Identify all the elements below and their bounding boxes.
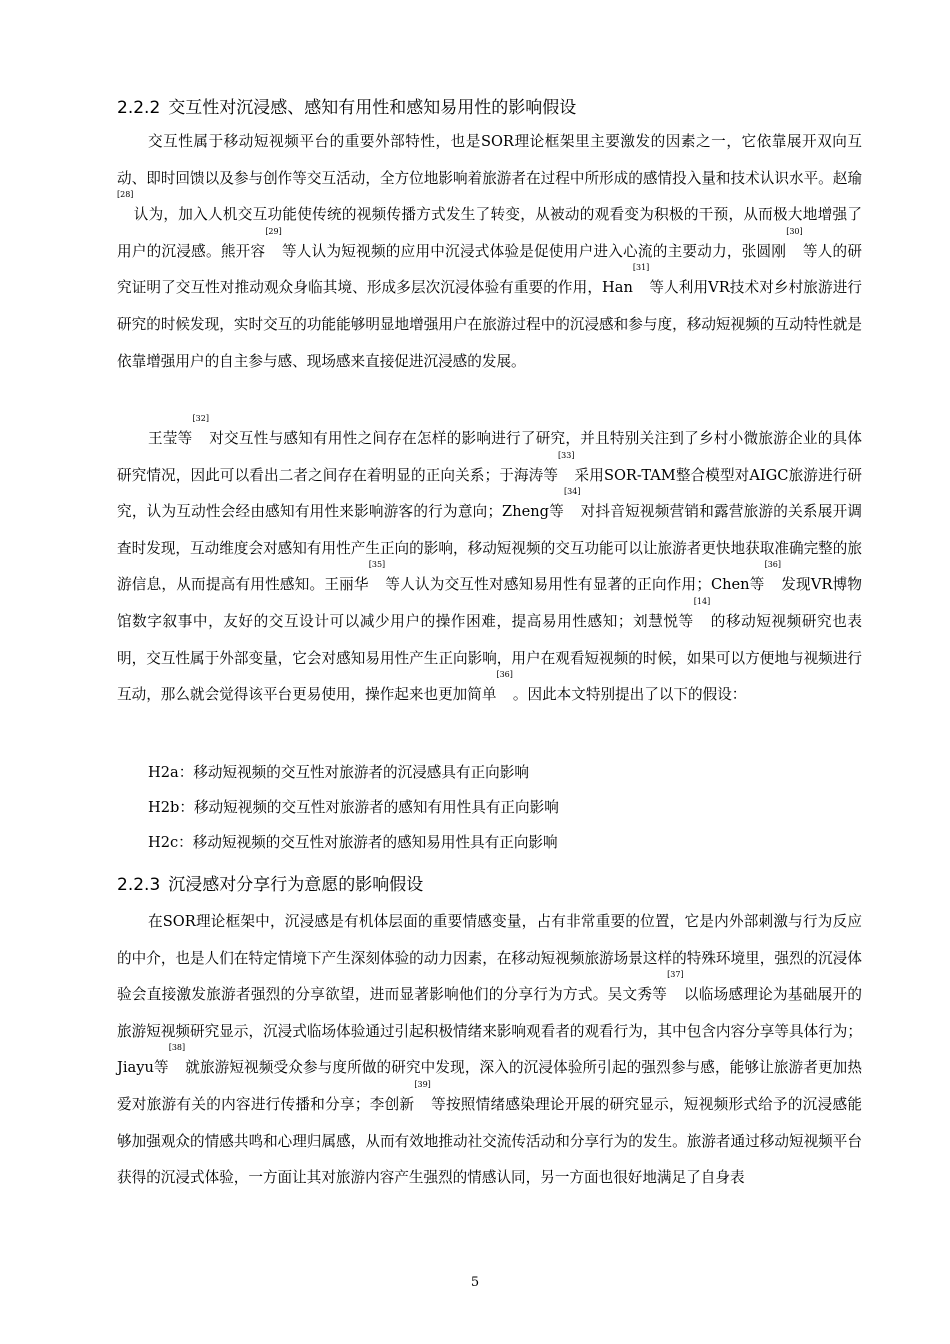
section-heading-2-2-3 (117, 873, 423, 897)
text-run: 等人的研究证明了交互性对推动观众身临其境、形成多层次沉浸体验有重要的作用，Han (117, 242, 862, 297)
section-number: 2.2.3 (117, 875, 161, 895)
citation: [36] (496, 670, 513, 680)
text-run: 发现VR博物馆数字叙事中，友好的交互设计可以减少用户的操作困难，提高易用性感知；刘慧悦等 (117, 576, 862, 630)
section-title: 交互性对沉浸感、感知有用性和感知易用性的影响假设 (168, 98, 577, 118)
paragraph-interactivity-usefulness (117, 414, 862, 714)
text-run: 等人认为短视频的应用中沉浸式体验是促使用户进入心流的主要动力，张圆刚 (281, 242, 787, 260)
citation: [39] (414, 1079, 431, 1089)
text-run: 交互性属于移动短视频平台的重要外部特性，也是SOR理论框架里主要激发的因素之一，它依靠展开双向互动、即时回馈以及参与创作等交互活动，全方位地影响着旅游者在过程中所形成的感情投入量和技术认识水平。赵瑜 (117, 133, 862, 187)
citation: [38] (168, 1043, 186, 1053)
hypothesis-h2b: H2b：移动短视频的交互性对旅游者的感知有用性具有正向影响 (148, 799, 559, 816)
text-run: 对交互性与感知有用性之间存在怎样的影响进行了研究，并且特别关注到了乡村小微旅游企业的具体研究情况，因此可以看出二者之间存在着明显的正向关系；于海涛等 (117, 430, 862, 484)
paragraph-interactivity-immersion (117, 124, 862, 380)
text-run: 王莹等 (148, 430, 193, 447)
hypothesis-h2a: H2a：移动短视频的交互性对旅游者的沉浸感具有正向影响 (148, 764, 529, 781)
hypothesis-h2c: H2c：移动短视频的交互性对旅游者的感知易用性具有正向影响 (148, 834, 558, 851)
text-run: 等人利用VR技术对乡村旅游进行研究的时候发现，实时交互的功能能够明显地增强用户在旅游过程中的沉浸感和参与度，移动短视频的互动特性就是依靠增强用户的自主参与感、现场感来直接促进沉浸感的发展。 (117, 279, 862, 370)
citation: [37] (667, 970, 684, 980)
page-number: 5 (470, 1275, 480, 1290)
citation: [36] (764, 560, 782, 570)
text-run: 对抖音短视频营销和露营旅游的关系展开调查时发现，互动维度会对感知有用性产生正向的影响，移动短视频的交互功能可以让旅游者更快地获取准确完整的旅游信息，从而提高有用性感知。王丽华 (117, 503, 862, 594)
citation: [32] (192, 414, 209, 423)
text-run: 采用SOR-TAM整合模型对AIGC旅游进行研究，认为互动性会经由感知有用性来影响游客的行为意向；Zheng等 (117, 466, 862, 521)
section-title: 沉浸感对分享行为意愿的影响假设 (168, 875, 424, 895)
text-run: 以临场感理论为基础展开的旅游短视频研究显示，沉浸式临场体验通过引起积极情绪来影响观看者的观看行为，其中包含内容分享等具体行为；Jiayu等 (117, 986, 862, 1077)
section-number: 2.2.2 (117, 98, 161, 118)
paragraph-immersion-sharing (117, 904, 862, 1197)
citation: [31] (632, 263, 650, 273)
text-run: 就旅游短视频受众参与度所做的研究中发现，深入的沉浸体验所引起的强烈参与感，能够让旅游者更加热爱对旅游有关的内容进行传播和分享；李创新 (117, 1059, 862, 1113)
text-run: 。因此本文特别提出了以下的假设： (512, 686, 747, 704)
section-heading-2-2-2 (117, 96, 576, 120)
text-run: 等人认为交互性对感知易用性有显著的正向作用；Chen等 (385, 576, 765, 594)
text-run: 等按照情绪感染理论开展的研究显示，短视频形式给予的沉浸感能够加强观众的情感共鸣和心理归属感，从而有效地推动社交流传活动和分享行为的发生。旅游者通过移动短视频平台获得的沉浸式体验，一方面让其对旅游内容产生强烈的情感认同，另一方面也很好地满足了自身表 (117, 1095, 862, 1187)
citation: [30] (786, 226, 803, 236)
text-run: 的移动短视频研究也表明，交互性属于外部变量，它会对感知易用性产生正向影响，用户在观看短视频的时候，如果可以方便地与视频进行互动，那么就会觉得该平台更易使用，操作起来也更加简单 (117, 612, 862, 704)
citation: [28] (117, 190, 134, 200)
citation: [29] (265, 226, 282, 236)
text-run: 在SOR理论框架中，沉浸感是有机体层面的重要情感变量，占有非常重要的位置，它是内外部刺激与行为反应的中介，也是人们在特定情境下产生深刻体验的动力因素，在移动短视频旅游场景这样的特殊环境里，强烈的沉浸体验会直接激发旅游者强烈的分享欲望，进而显著影响他们的分享行为方式。吴文秀等 (117, 913, 862, 1004)
citation: [35] (368, 560, 386, 570)
citation: [34] (564, 487, 581, 497)
citation: [14] (693, 596, 711, 606)
text-run: 认为，加入人机交互功能使传统的视频传播方式发生了转变，从被动的观看变为积极的干预，从而极大地增强了用户的沉浸感。熊开容 (117, 206, 862, 260)
citation: [33] (558, 450, 575, 460)
